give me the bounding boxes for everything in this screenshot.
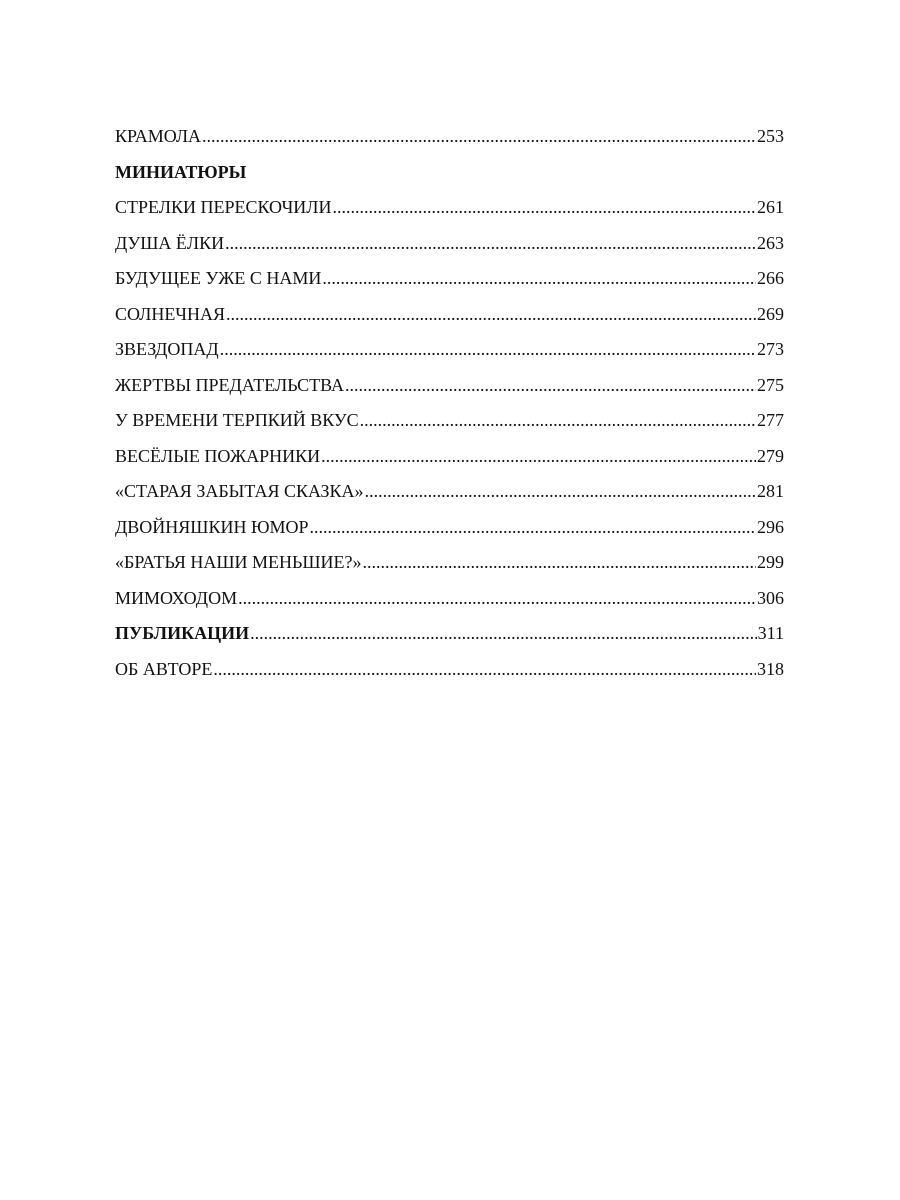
toc-entry-publications (115, 616, 784, 652)
toc-entry-title: МИМОХОДОМ (115, 587, 238, 608)
toc-entry (115, 226, 784, 262)
toc-entry-page: 299 (757, 552, 784, 572)
toc-entry (115, 190, 784, 226)
section-heading-miniatures: МИНИАТЮРЫ (115, 162, 247, 182)
toc-entry (115, 652, 784, 688)
toc-entry (115, 510, 784, 546)
toc-entry (115, 403, 784, 439)
toc-dot-leader (202, 119, 756, 155)
toc-entry-title: КРАМОЛА (115, 126, 202, 146)
toc-dot-leader (226, 297, 756, 333)
toc-dot-leader (333, 190, 756, 226)
toc-entry-page: 281 (757, 481, 784, 501)
toc-dot-leader (225, 226, 756, 262)
toc-dot-leader (360, 403, 756, 439)
toc-entry-page: 279 (757, 445, 784, 466)
toc-entry (115, 581, 784, 617)
toc-entry-title: ДВОЙНЯШКИН ЮМОР (115, 516, 309, 537)
toc-entry-page: 273 (757, 339, 784, 359)
toc-entry-page: 306 (757, 587, 784, 608)
toc-entry (115, 474, 784, 510)
table-of-contents (115, 119, 784, 687)
toc-entry-page: 296 (757, 516, 784, 537)
toc-entry (115, 439, 784, 475)
toc-entry-kramola (115, 119, 784, 154)
toc-entry-title: ДУША ЁЛКИ (115, 232, 225, 253)
toc-entry (115, 261, 784, 297)
toc-dot-leader (362, 545, 756, 581)
toc-entry-title: «БРАТЬЯ НАШИ МЕНЬШИЕ?» (115, 552, 362, 572)
toc-entry-title: ЗВЕЗДОПАД (115, 339, 219, 359)
toc-dot-leader (213, 652, 756, 688)
toc-entry (115, 368, 784, 404)
toc-entry-title: СТРЕЛКИ ПЕРЕСКОЧИЛИ (115, 197, 332, 217)
toc-dot-leader (345, 368, 756, 404)
toc-dot-leader (238, 581, 756, 617)
toc-entry-title: ОБ АВТОРЕ (115, 658, 213, 679)
toc-entry (115, 545, 784, 581)
toc-entry-page: 263 (757, 232, 784, 253)
toc-dot-leader (220, 332, 756, 368)
toc-entry-page: 261 (757, 197, 784, 217)
toc-dot-leader (250, 616, 757, 652)
toc-entry-title: У ВРЕМЕНИ ТЕРПКИЙ ВКУС (115, 410, 359, 430)
toc-entry-page: 277 (757, 410, 784, 430)
toc-entry-page: 266 (757, 268, 784, 288)
toc-dot-leader (365, 474, 756, 510)
toc-entry-title: СОЛНЕЧНАЯ (115, 303, 226, 324)
toc-entry-title: «СТАРАЯ ЗАБЫТАЯ СКАЗКА» (115, 481, 364, 501)
toc-entry (115, 297, 784, 333)
toc-entry (115, 332, 784, 368)
toc-entry-title: ЖЕРТВЫ ПРЕДАТЕЛЬСТВА (115, 374, 344, 395)
toc-entry-page: 269 (757, 303, 784, 324)
toc-entry-page: 253 (757, 126, 784, 146)
toc-entry-title: ПУБЛИКАЦИИ (115, 623, 250, 643)
toc-entry-page: 318 (757, 658, 784, 679)
toc-entry-page: 311 (757, 623, 784, 643)
toc-entry-page: 275 (757, 374, 784, 395)
toc-dot-leader (309, 510, 756, 546)
toc-dot-leader (321, 439, 756, 475)
toc-dot-leader (322, 261, 756, 297)
toc-entry-title: ВЕСЁЛЫЕ ПОЖАРНИКИ (115, 445, 321, 466)
toc-entry-title: БУДУЩЕЕ УЖЕ С НАМИ (115, 268, 322, 288)
